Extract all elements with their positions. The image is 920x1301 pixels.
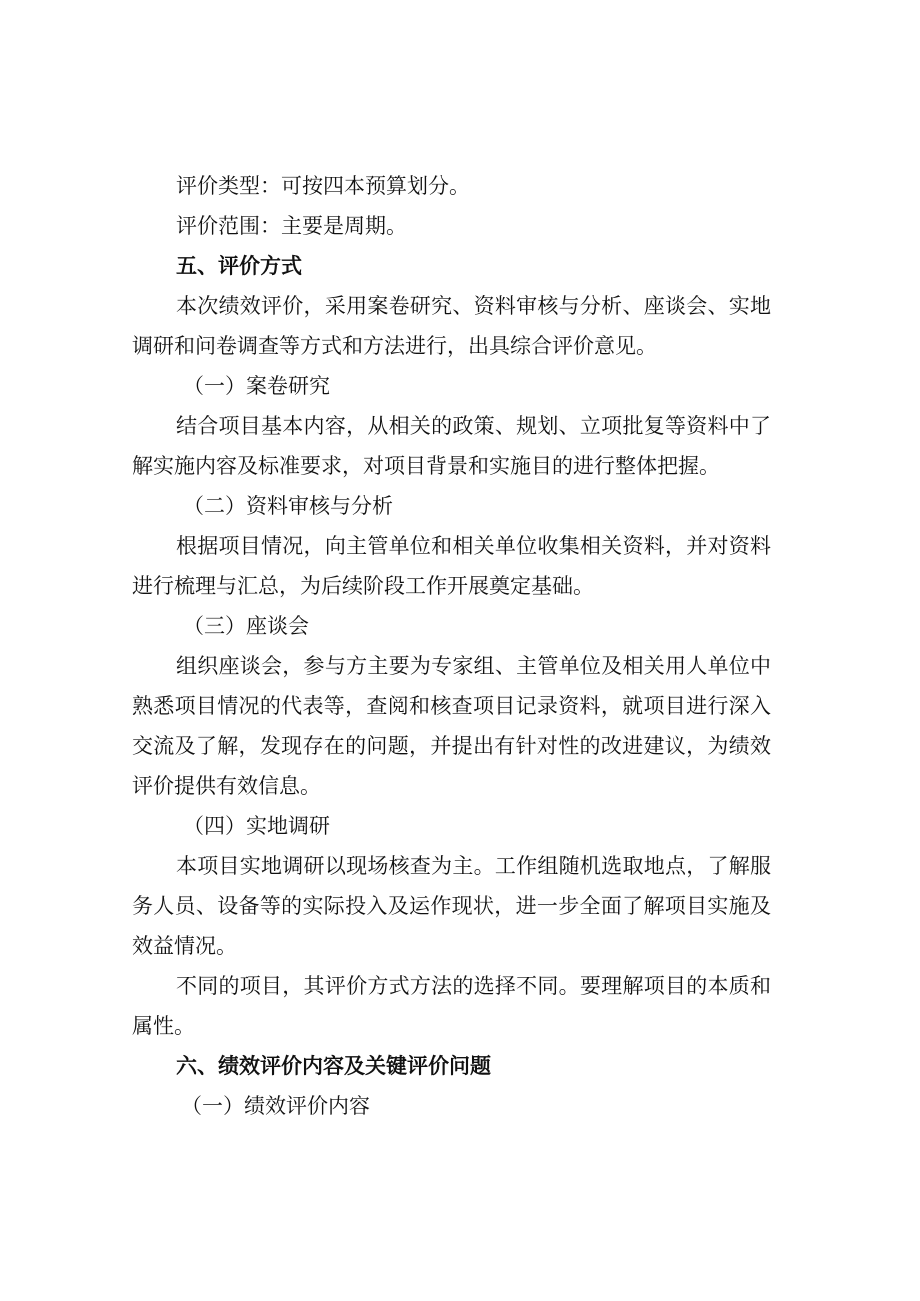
paragraph-line: 组织座谈会，参与方主要为专家组、主管单位及相关用人单位中	[176, 654, 771, 678]
paragraph-line: 属性。	[132, 1014, 195, 1038]
evaluation-scope-line: 评价范围：主要是周期。	[176, 214, 407, 238]
evaluation-type-line: 评价类型：可按四本预算划分。	[176, 174, 470, 198]
subheading-4: （四）实地调研	[183, 814, 330, 838]
paragraph-line: 本次绩效评价，采用案卷研究、资料审核与分析、座谈会、实地	[176, 294, 771, 318]
subheading-6-1: （一）绩效评价内容	[181, 1094, 370, 1118]
paragraph-line: 不同的项目，其评价方式方法的选择不同。要理解项目的本质和	[176, 974, 771, 998]
paragraph-line: 评价提供有效信息。	[132, 774, 321, 798]
subheading-1: （一）案卷研究	[183, 374, 330, 398]
section-heading-6: 六、绩效评价内容及关键评价问题	[176, 1053, 491, 1078]
paragraph-line: 熟悉项目情况的代表等，查阅和核查项目记录资料，就项目进行深入	[132, 694, 771, 718]
section-heading-5: 五、评价方式	[176, 253, 302, 278]
paragraph-line: 交流及了解，发现存在的问题，并提出有针对性的改进建议，为绩效	[132, 734, 771, 758]
paragraph-line: 调研和问卷调查等方式和方法进行，出具综合评价意见。	[132, 334, 657, 358]
paragraph-line: 本项目实地调研以现场核查为主。工作组随机选取地点，了解服	[176, 854, 771, 878]
paragraph-line: 解实施内容及标准要求，对项目背景和实施目的进行整体把握。	[132, 454, 720, 478]
paragraph-line: 结合项目基本内容，从相关的政策、规划、立项批复等资料中了	[176, 414, 771, 438]
subheading-2: （二）资料审核与分析	[183, 494, 393, 518]
paragraph-line: 根据项目情况，向主管单位和相关单位收集相关资料，并对资料	[176, 534, 771, 558]
subheading-3: （三）座谈会	[183, 614, 309, 638]
paragraph-line: 进行梳理与汇总，为后续阶段工作开展奠定基础。	[132, 574, 594, 598]
paragraph-line: 务人员、设备等的实际投入及运作现状，进一步全面了解项目实施及	[132, 894, 771, 918]
paragraph-line: 效益情况。	[132, 934, 237, 958]
